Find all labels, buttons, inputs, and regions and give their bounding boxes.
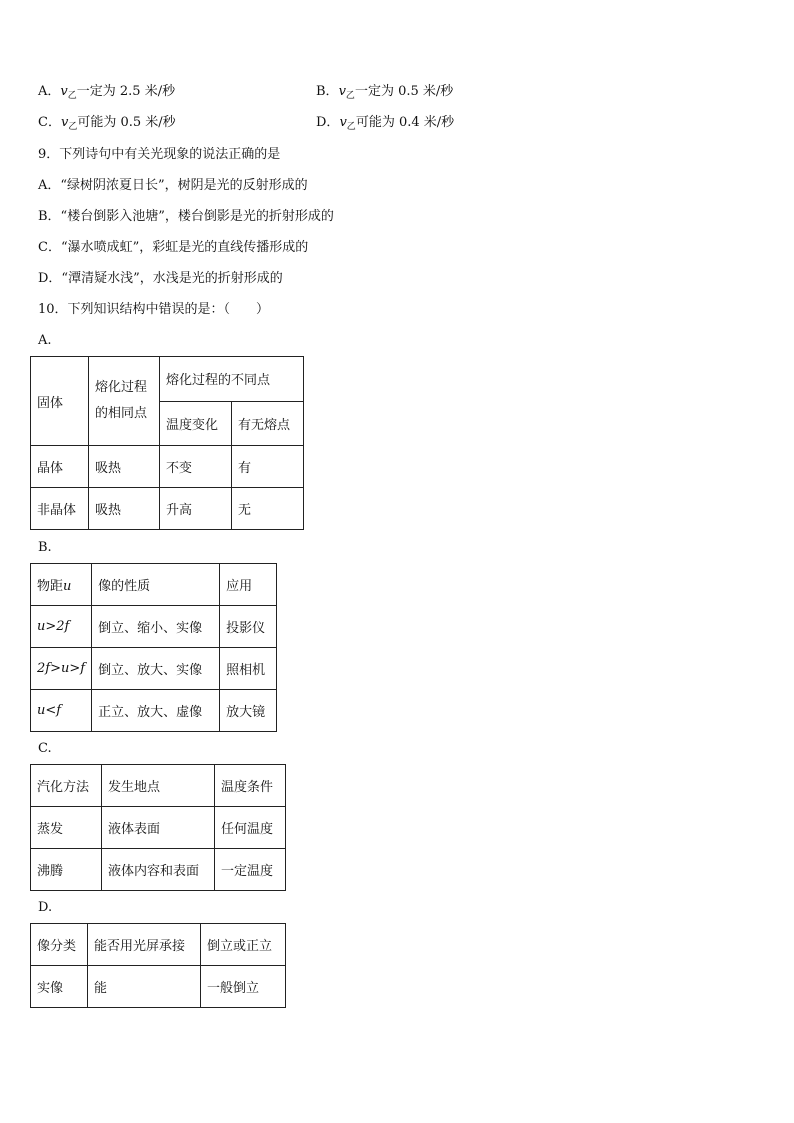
table-a-header-diff: 熔化过程的不同点	[160, 357, 304, 402]
table-cell: 正立、放大、虚像	[92, 690, 220, 732]
table-cell: 投影仪	[220, 606, 277, 648]
q8-option-d-prefix: D．	[316, 115, 340, 130]
table-c-header-place: 发生地点	[102, 765, 215, 807]
table-cell: 升高	[160, 488, 232, 530]
table-a-header-solid: 固体	[31, 357, 89, 446]
table-cell: u>2f	[31, 606, 92, 648]
table-d-header-class: 像分类	[31, 924, 88, 966]
q9-option-b: B．“楼台倒影入池塘”，楼台倒影是光的折射形成的	[38, 209, 334, 224]
q9-option-c: C．“瀑水喷成虹”，彩虹是光的直线传播形成的	[38, 240, 309, 255]
q8-option-c	[38, 114, 176, 136]
table-b-header-nature: 像的性质	[92, 564, 220, 606]
table-row	[31, 966, 286, 1008]
q8-option-d-v: v	[339, 115, 347, 130]
table-cell: 2f>u>f	[31, 648, 92, 690]
table-cell: 一定温度	[215, 849, 286, 891]
table-b	[30, 563, 277, 732]
table-row	[31, 849, 286, 891]
table-a-header-same-line1: 熔化过程	[95, 380, 148, 395]
table-row	[31, 690, 277, 732]
table-d-header-orientation: 倒立或正立	[201, 924, 286, 966]
table-cell: 无	[232, 488, 304, 530]
q8-option-b	[316, 83, 453, 105]
table-row	[31, 648, 277, 690]
table-cell: u<f	[31, 690, 92, 732]
q9-stem: 9．下列诗句中有关光现象的说法正确的是	[38, 147, 281, 162]
table-row	[31, 765, 286, 807]
table-c-header-method: 汽化方法	[31, 765, 102, 807]
table-b-header-distance-u: u	[63, 579, 72, 594]
q10-label-c: C.	[38, 741, 52, 756]
q8-option-b-sub: 乙	[345, 91, 355, 101]
q8-option-d	[316, 114, 454, 136]
q8-option-c-v: v	[60, 115, 69, 130]
table-row	[31, 924, 286, 966]
q8-option-d-sub: 乙	[346, 122, 356, 132]
q8-option-a-v: v	[60, 84, 68, 99]
q10-stem: 10．下列知识结构中错误的是：（ ）	[38, 302, 270, 317]
table-cell: 沸腾	[31, 849, 102, 891]
q8-option-b-v: v	[338, 84, 346, 99]
q8-option-c-text: 可能为 0.5 米/秒	[77, 115, 176, 130]
q9-option-a: A．“绿树阴浓夏日长”，树阴是光的反射形成的	[38, 178, 308, 193]
table-row	[31, 606, 277, 648]
table-row	[31, 446, 304, 488]
q8-option-a	[38, 83, 175, 105]
table-cell: 倒立、放大、实像	[92, 648, 220, 690]
q10-label-a: A.	[38, 333, 52, 348]
table-row	[31, 807, 286, 849]
table-cell: 液体内容和表面	[102, 849, 215, 891]
table-cell: 实像	[31, 966, 88, 1008]
table-cell: 任何温度	[215, 807, 286, 849]
q10-label-b: B.	[38, 540, 52, 555]
table-row	[31, 488, 304, 530]
table-cell: 晶体	[31, 446, 89, 488]
table-cell: 放大镜	[220, 690, 277, 732]
table-c	[30, 764, 286, 891]
q8-option-b-prefix: B．	[316, 84, 339, 99]
table-cell: 照相机	[220, 648, 277, 690]
table-cell: 倒立、缩小、实像	[92, 606, 220, 648]
table-c-header-temp: 温度条件	[215, 765, 286, 807]
table-cell: 一般倒立	[201, 966, 286, 1008]
table-a-header-same	[89, 357, 160, 446]
q8-option-a-text: 一定为 2.5 米/秒	[76, 84, 176, 99]
q8-option-a-prefix: A．	[38, 84, 61, 99]
table-a-header-same-line2: 的相同点	[95, 406, 148, 421]
table-cell: 有	[232, 446, 304, 488]
table-a-header-point: 有无熔点	[232, 401, 304, 446]
q8-option-b-text: 一定为 0.5 米/秒	[354, 84, 454, 99]
table-d	[30, 923, 286, 1008]
q8-option-c-prefix: C．	[38, 115, 61, 130]
table-b-header-distance	[31, 564, 92, 606]
q8-option-c-sub: 乙	[68, 122, 78, 132]
table-cell: 吸热	[89, 446, 160, 488]
table-cell: 能	[88, 966, 201, 1008]
q8-option-d-text: 可能为 0.4 米/秒	[355, 115, 455, 130]
table-row	[31, 357, 304, 402]
table-cell: 吸热	[89, 488, 160, 530]
q9-option-d: D．“潭清疑水浅”，水浅是光的折射形成的	[38, 271, 283, 286]
table-row	[31, 564, 277, 606]
table-b-header-distance-text: 物距	[37, 579, 64, 594]
table-a-header-temp: 温度变化	[160, 401, 232, 446]
table-a	[30, 356, 304, 530]
q8-option-a-sub: 乙	[67, 91, 77, 101]
table-d-header-screen: 能否用光屏承接	[88, 924, 201, 966]
table-cell: 液体表面	[102, 807, 215, 849]
table-b-header-use: 应用	[220, 564, 277, 606]
q10-label-d: D.	[38, 900, 53, 915]
table-cell: 不变	[160, 446, 232, 488]
table-cell: 非晶体	[31, 488, 89, 530]
table-cell: 蒸发	[31, 807, 102, 849]
